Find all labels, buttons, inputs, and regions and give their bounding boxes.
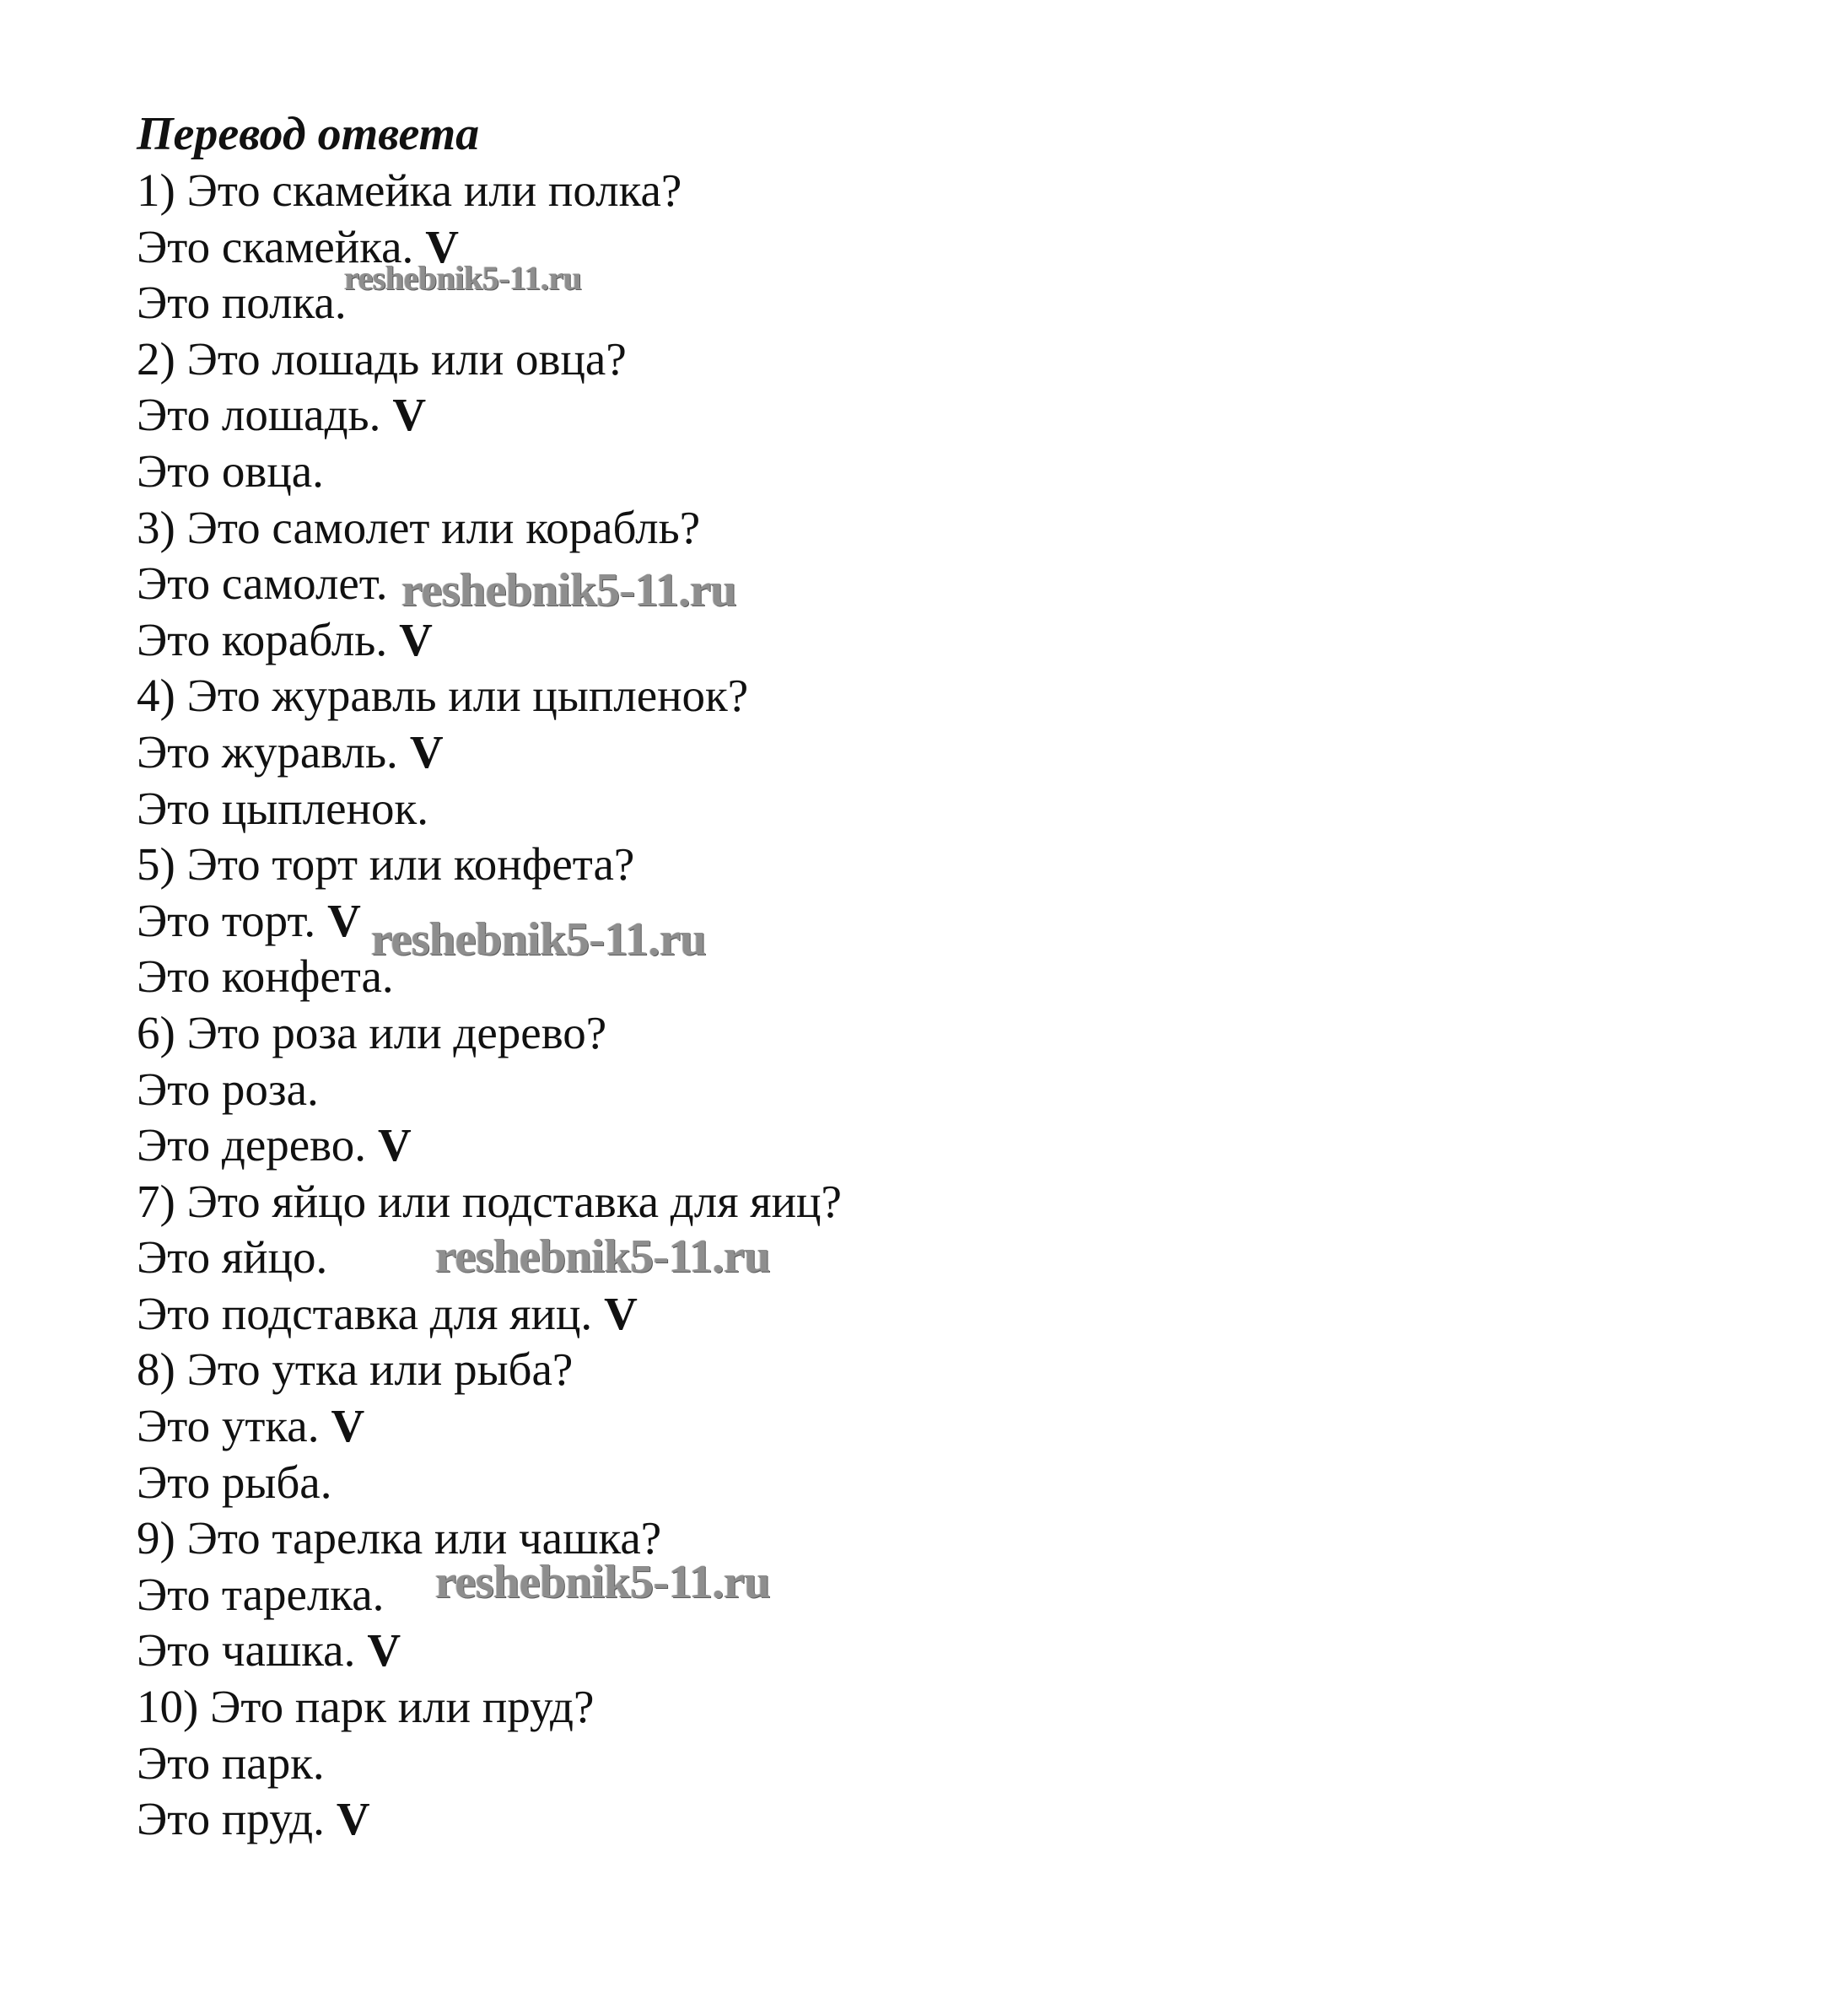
answer-line-text: Это лошадь.: [137, 389, 381, 441]
correct-mark: V: [331, 1400, 365, 1452]
answer-line-text: Это полка.: [137, 277, 347, 329]
answer-line-text: Это скамейка.: [137, 220, 414, 272]
answer-line-text: 4) Это журавль или цыпленок?: [137, 670, 749, 722]
answer-line: [137, 1174, 842, 1230]
watermark: reshebnik5-11.ru: [435, 1556, 771, 1608]
answer-line-text: Это дерево.: [137, 1119, 367, 1171]
answer-line: [137, 1398, 842, 1455]
correct-mark: V: [336, 1793, 370, 1845]
answer-line-text: 1) Это скамейка или полка?: [137, 164, 682, 216]
answer-line-text: 9) Это тарелка или чашка?: [137, 1512, 662, 1564]
answer-line: [137, 1005, 842, 1062]
watermark: reshebnik5-11.ru: [344, 259, 582, 297]
answer-line-text: 2) Это лошадь или овца?: [137, 332, 627, 385]
answer-line-text: Это чашка.: [137, 1624, 356, 1677]
answer-line-text: Это корабль.: [137, 613, 388, 665]
answer-line-text: Это конфета.: [137, 950, 394, 1003]
answer-line: [137, 387, 842, 444]
answer-line-text: Это торт.: [137, 894, 316, 946]
answer-line-text: 7) Это яйцо или подставка для яиц?: [137, 1175, 842, 1227]
answer-line: [137, 1342, 842, 1398]
watermark: reshebnik5-11.ru: [371, 913, 707, 966]
correct-mark: V: [378, 1119, 412, 1171]
correct-mark: V: [367, 1624, 401, 1677]
answer-line: [137, 781, 842, 837]
correct-mark: V: [604, 1287, 638, 1339]
answer-line-text: 6) Это роза или дерево?: [137, 1006, 607, 1058]
answer-line-text: Это пруд.: [137, 1793, 325, 1845]
answer-line-text: Это утка.: [137, 1400, 320, 1452]
answer-line-text: 5) Это торт или конфета?: [137, 838, 635, 891]
answer-line: [137, 724, 842, 781]
answer-line: [137, 668, 842, 724]
answer-line-text: Это цыпленок.: [137, 782, 428, 834]
answer-line: [137, 1736, 842, 1792]
correct-mark: V: [399, 613, 433, 665]
answer-line: [137, 1286, 842, 1343]
answer-line-text: Это подставка для яиц.: [137, 1287, 593, 1339]
answer-line: [137, 1791, 842, 1848]
answer-line: [137, 1117, 842, 1174]
answer-line-text: Это тарелка.: [137, 1568, 385, 1620]
answer-line-text: Это рыба.: [137, 1456, 332, 1508]
answer-line-text: Это роза.: [137, 1063, 319, 1115]
answer-line: [137, 1679, 842, 1736]
answer-line-text: 10) Это парк или пруд?: [137, 1681, 595, 1733]
answer-line: [137, 1623, 842, 1679]
answer-line-text: Это овца.: [137, 444, 324, 497]
answer-line: [137, 837, 842, 893]
correct-mark: V: [425, 220, 460, 272]
answer-line-text: Это журавль.: [137, 725, 398, 778]
correct-mark: V: [392, 389, 427, 441]
answer-line: [137, 1455, 842, 1511]
answer-line-text: Это самолет.: [137, 557, 388, 610]
watermark: reshebnik5-11.ru: [401, 564, 737, 616]
answer-line-text: 3) Это самолет или корабль?: [137, 501, 701, 553]
correct-mark: V: [409, 725, 444, 778]
document-title: Перевод ответа: [137, 108, 480, 160]
answer-line: [137, 500, 842, 557]
answer-line: [137, 1062, 842, 1118]
answer-line: [137, 163, 842, 219]
answer-line-text: Это яйцо.: [137, 1231, 328, 1284]
watermark: reshebnik5-11.ru: [435, 1230, 771, 1283]
answer-line: [137, 612, 842, 669]
answer-line: [137, 444, 842, 500]
answer-line-text: 8) Это утка или рыба?: [137, 1343, 574, 1396]
correct-mark: V: [327, 894, 361, 946]
answer-line: [137, 331, 842, 388]
answer-line-text: Это парк.: [137, 1736, 325, 1789]
